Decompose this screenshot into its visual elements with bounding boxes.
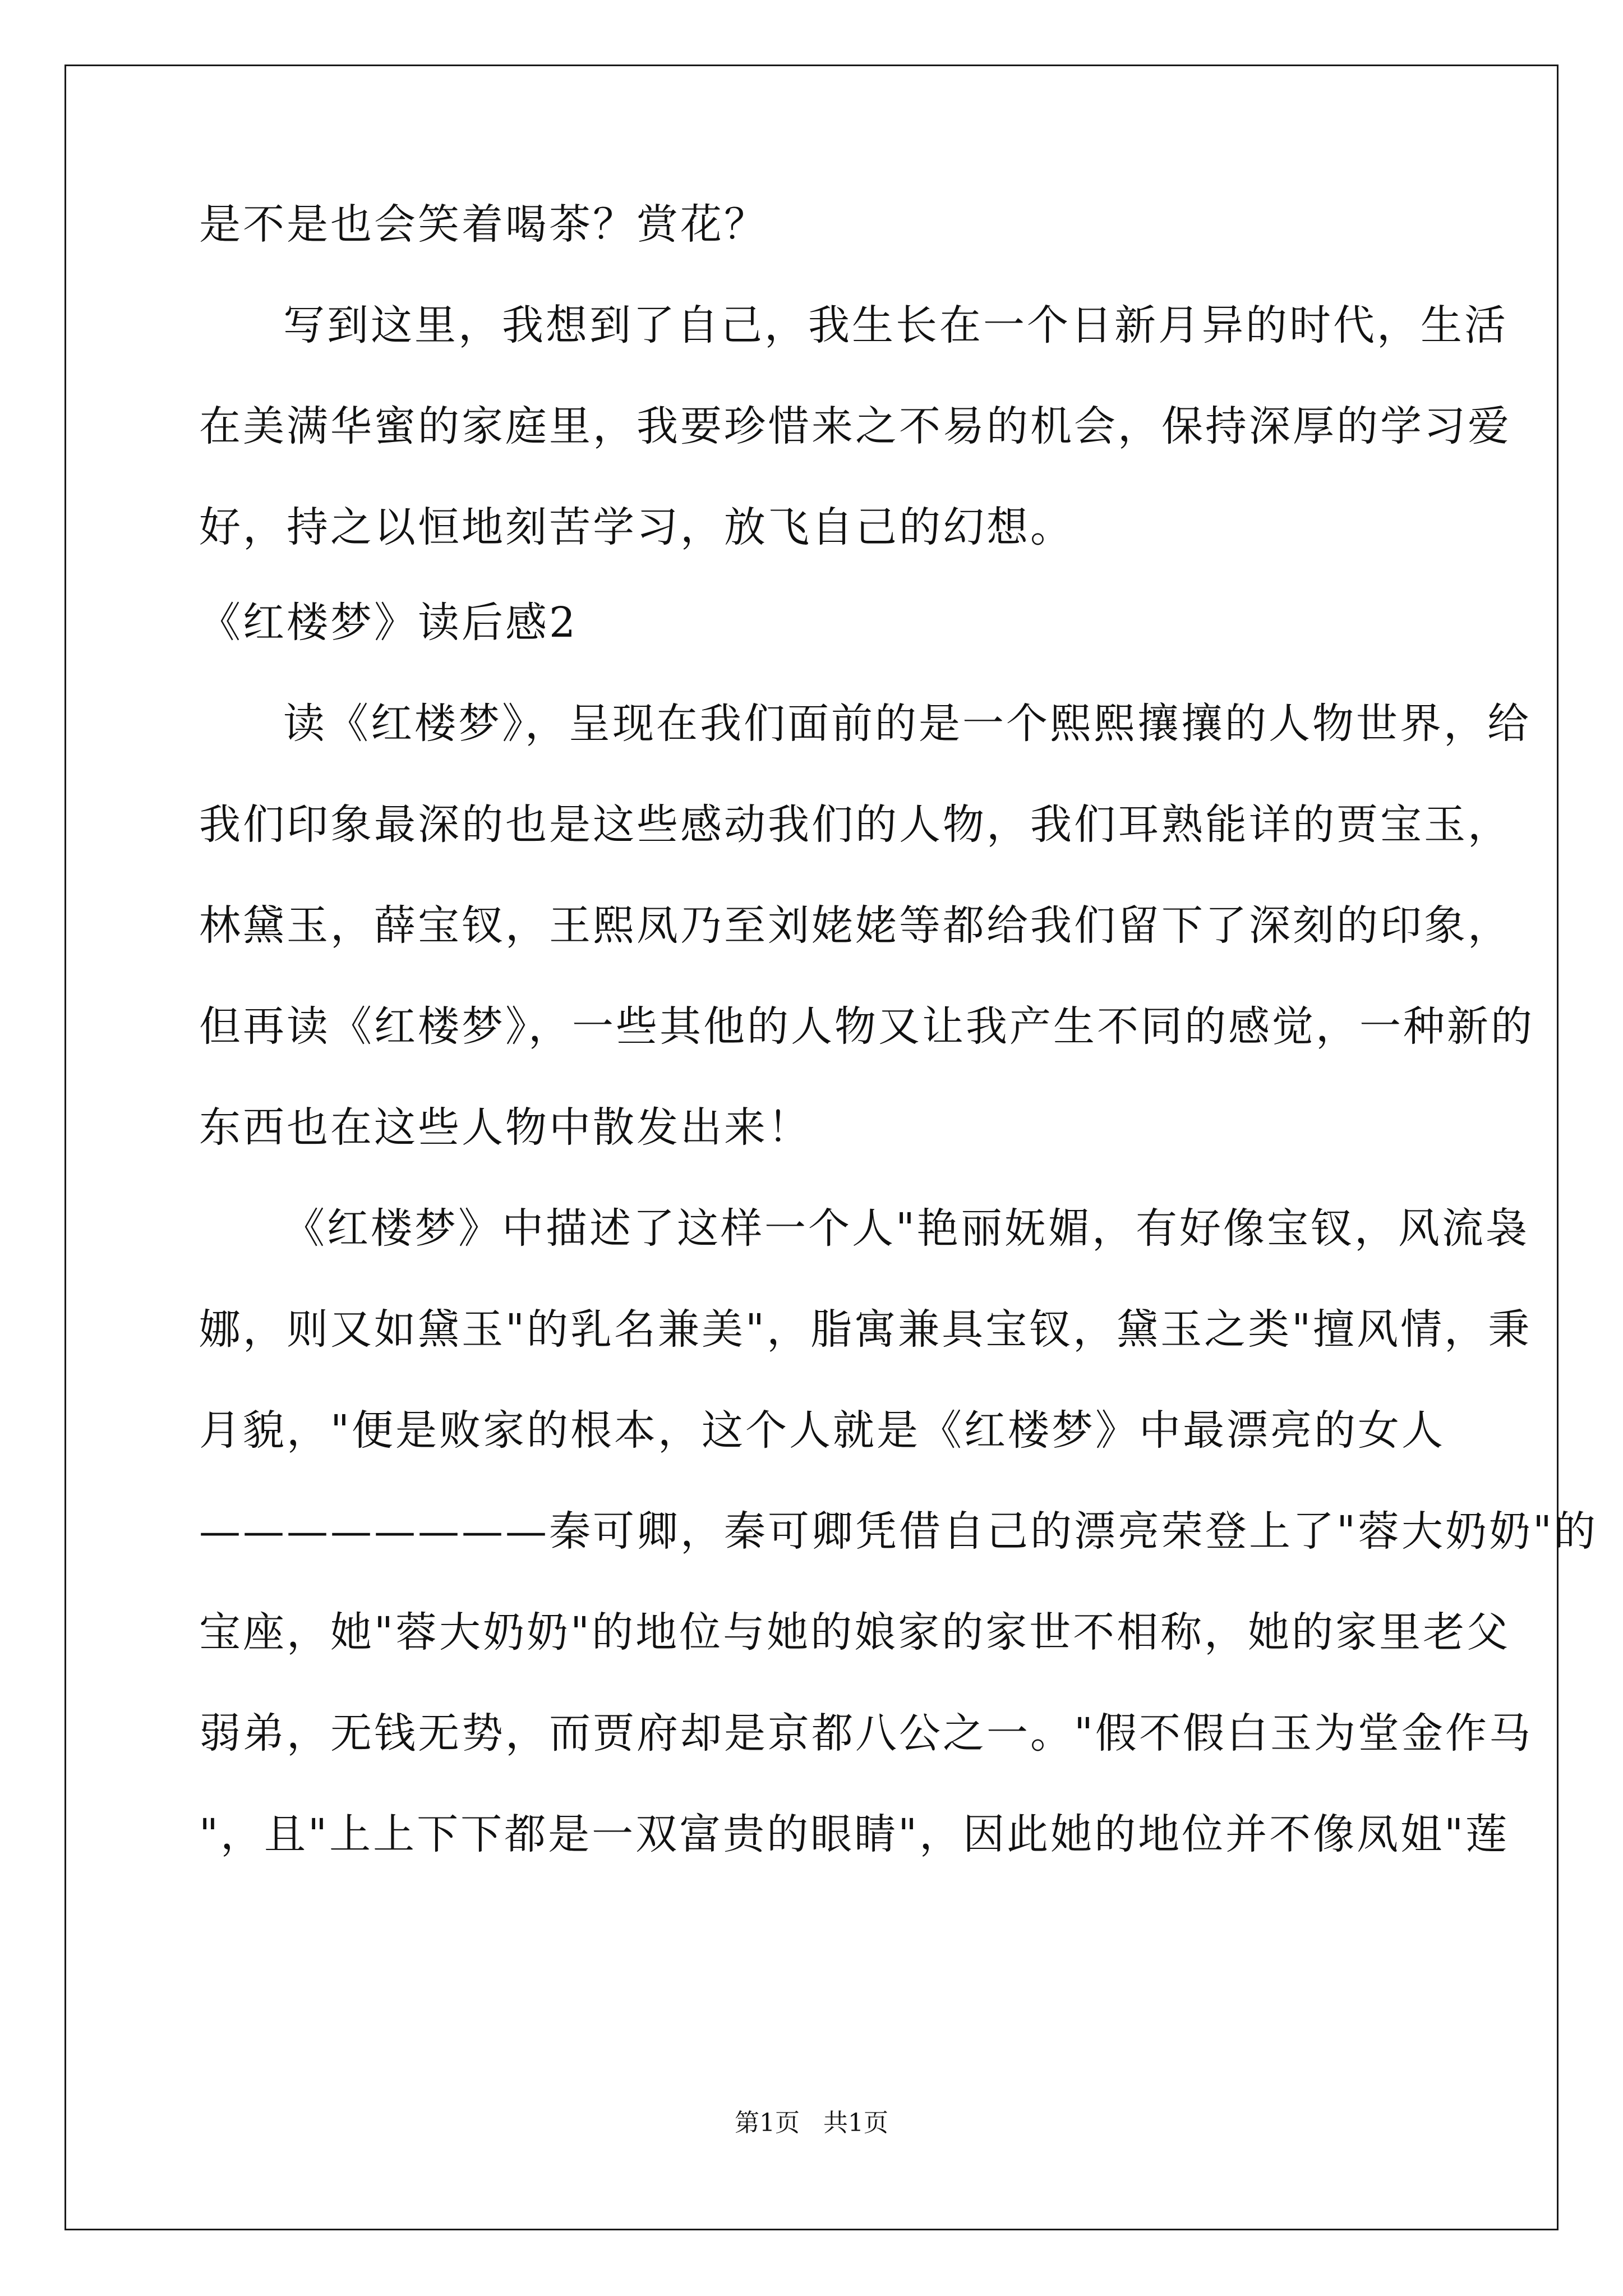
text-line: 林黛玉，薛宝钗，王熙凤乃至刘姥姥等都给我们留下了深刻的印象， (199, 901, 1511, 950)
text-line: 东西也在这些人物中散发出来！ (199, 1103, 811, 1152)
text-line: 娜，则又如黛玉"的乳名兼美"，脂寓兼具宝钗，黛玉之类"擅风情，秉 (199, 1305, 1532, 1354)
text-line: 但再读《红楼梦》，一些其他的人物又让我产生不同的感觉，一种新的 (199, 1002, 1534, 1051)
text-line: 读《红楼梦》，呈现在我们面前的是一个熙熙攘攘的人物世界，给 (283, 700, 1531, 748)
page-total: 共1页 (823, 2109, 888, 2137)
text-line: 是不是也会笑着喝茶？赏花？ (199, 200, 768, 249)
text-line: 好，持之以恒地刻苦学习，放飞自己的幻想。 (199, 503, 1074, 551)
text-line: 在美满华蜜的家庭里，我要珍惜来之不易的机会，保持深厚的学习爱 (199, 402, 1511, 450)
text-line: 月貌，"便是败家的根本，这个人就是《红楼梦》中最漂亮的女人 (199, 1406, 1446, 1455)
text-line: "，且"上上下下都是一双富贵的眼睛"，因此她的地位并不像凤姐"莲 (199, 1810, 1510, 1858)
page-number: 第1页 (735, 2109, 800, 2137)
text-line: ————————秦可卿，秦可卿凭借自己的漂亮荣登上了"蓉大奶奶"的 (199, 1507, 1598, 1556)
page-footer (0, 2106, 1623, 2140)
section-heading: 《红楼梦》读后感2 (199, 599, 578, 647)
text-line: 写到这里，我想到了自己，我生长在一个日新月异的时代，生活 (283, 301, 1508, 349)
text-line: 《红楼梦》中描述了这样一个人"艳丽妩媚，有好像宝钗，风流袅 (283, 1204, 1530, 1253)
text-line: 宝座，她"蓉大奶奶"的地位与她的娘家的家世不相称，她的家里老父 (199, 1608, 1511, 1657)
text-line: 弱弟，无钱无势，而贾府却是京都八公之一。"假不假白玉为堂金作马 (199, 1709, 1533, 1757)
text-line: 我们印象最深的也是这些感动我们的人物，我们耳熟能详的贾宝玉， (199, 800, 1511, 849)
